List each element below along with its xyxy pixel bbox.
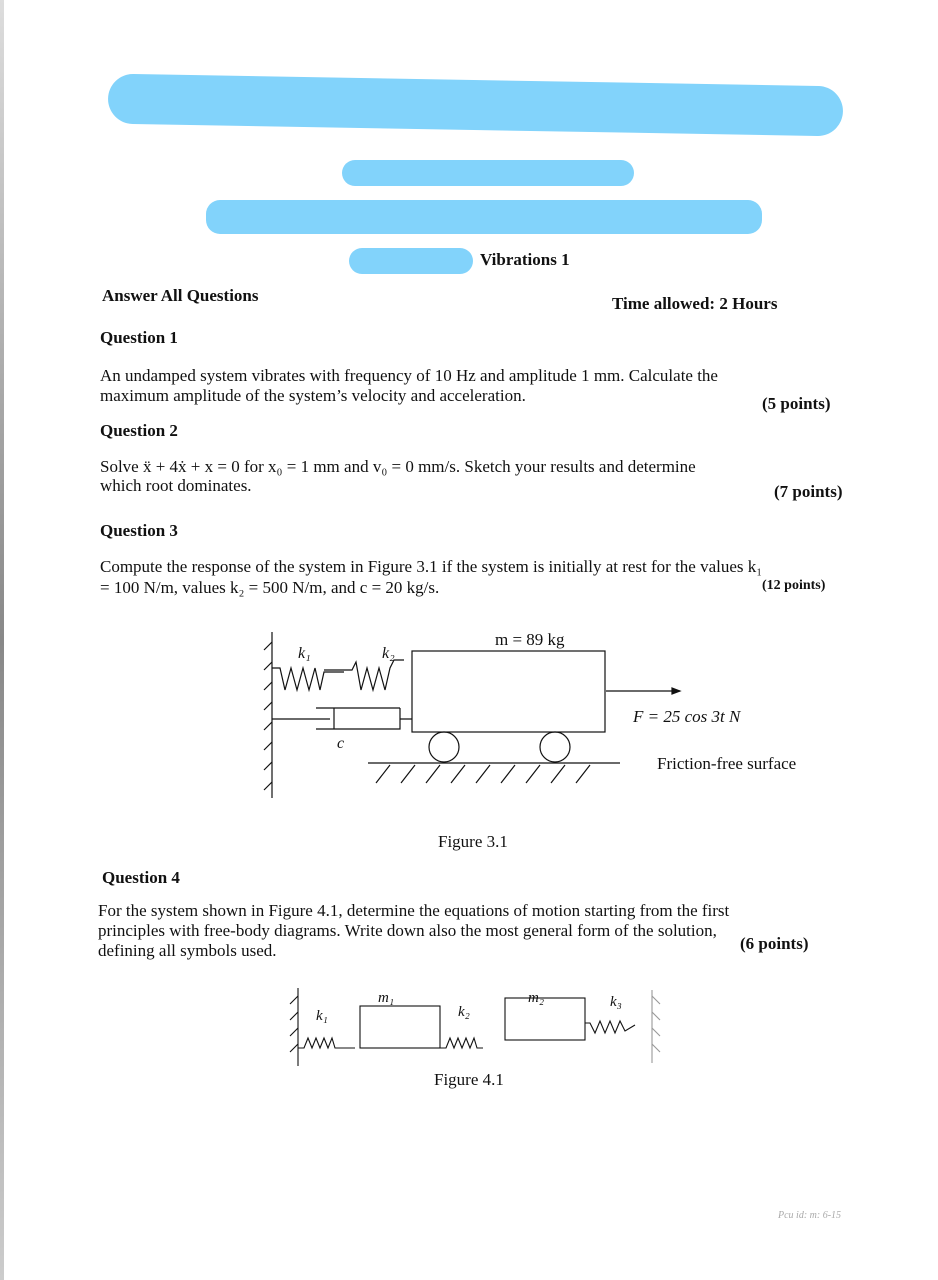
question-3-text: Compute the response of the system in Figure 3.1 if the system is initially at rest for the values k₁ (100, 557, 763, 576)
label-k2: k₂ (382, 645, 395, 662)
page-edge-shadow (0, 0, 4, 1280)
figure-3-1-caption: Figure 3.1 (438, 832, 508, 851)
wheel (429, 732, 459, 762)
question-2-text: Solve ẍ + 4ẋ + x = 0 for x₀ = 1 mm and v₀ = 0 mm/s. Sketch your results and determine (100, 457, 696, 476)
redaction-mark (108, 74, 844, 137)
instructions: Answer All Questions (102, 286, 259, 305)
label-surface: Friction-free surface (657, 754, 797, 773)
question-4-text: For the system shown in Figure 4.1, determine the equations of motion starting from the first (98, 901, 730, 920)
wall-hatch (652, 996, 660, 1052)
question-2-points: (7 points) (774, 482, 843, 501)
wall-hatch (264, 642, 272, 790)
question-1-text: An undamped system vibrates with frequency of 10 Hz and amplitude 1 mm. Calculate the (100, 366, 718, 385)
spring-k1 (298, 1038, 355, 1048)
label-force: F = 25 cos 3t N (633, 707, 741, 726)
redaction-mark (206, 200, 762, 234)
question-2-text: which root dominates. (100, 476, 252, 495)
redaction-mark (342, 160, 634, 186)
wheel (540, 732, 570, 762)
arrow-head-icon (672, 688, 680, 694)
label-c: c (337, 735, 345, 752)
question-1-text: maximum amplitude of the system’s velocity and acceleration. (100, 386, 526, 405)
footer-note: Pcu id: m: 6-15 (778, 1210, 842, 1221)
spring-k1 (272, 668, 344, 690)
spring-k3 (585, 1021, 635, 1033)
redaction-mark (349, 248, 473, 274)
figure-4-1-caption: Figure 4.1 (434, 1070, 504, 1089)
question-3-title: Question 3 (100, 521, 178, 540)
damper-c (272, 708, 412, 729)
mass-m2 (505, 998, 585, 1040)
label-k1: k₁ (316, 1008, 328, 1024)
label-m1: m₁ (378, 990, 395, 1006)
time-allowed: Time allowed: 2 Hours (612, 294, 778, 313)
question-3-text: = 100 N/m, values k₂ = 500 N/m, and c = 20 kg/s. (100, 578, 440, 597)
question-4-points: (6 points) (740, 934, 809, 953)
figure-3-1 (250, 620, 830, 810)
spring-k2 (324, 660, 404, 690)
ground-hatch (376, 765, 590, 783)
question-3-points: (12 points) (762, 578, 826, 593)
spring-k2 (440, 1038, 483, 1048)
question-1-points: (5 points) (762, 394, 831, 413)
label-k1: k₁ (298, 645, 311, 662)
question-4-text: principles with free-body diagrams. Write down also the most general form of the solution, (98, 921, 717, 940)
course-title: Vibrations 1 (480, 250, 570, 269)
figure-4-1 (280, 978, 680, 1068)
label-k3: k₃ (610, 994, 622, 1010)
question-4-text: defining all symbols used. (98, 941, 277, 960)
question-2-title: Question 2 (100, 421, 178, 440)
label-k2: k₂ (458, 1004, 470, 1020)
mass-m1 (360, 1006, 440, 1048)
mass-block (412, 651, 605, 732)
label-m2: m₂ (528, 990, 545, 1006)
question-1-title: Question 1 (100, 328, 178, 347)
question-4-title: Question 4 (102, 868, 180, 887)
label-mass: m = 89 kg (495, 630, 565, 649)
wall-hatch (290, 996, 298, 1052)
